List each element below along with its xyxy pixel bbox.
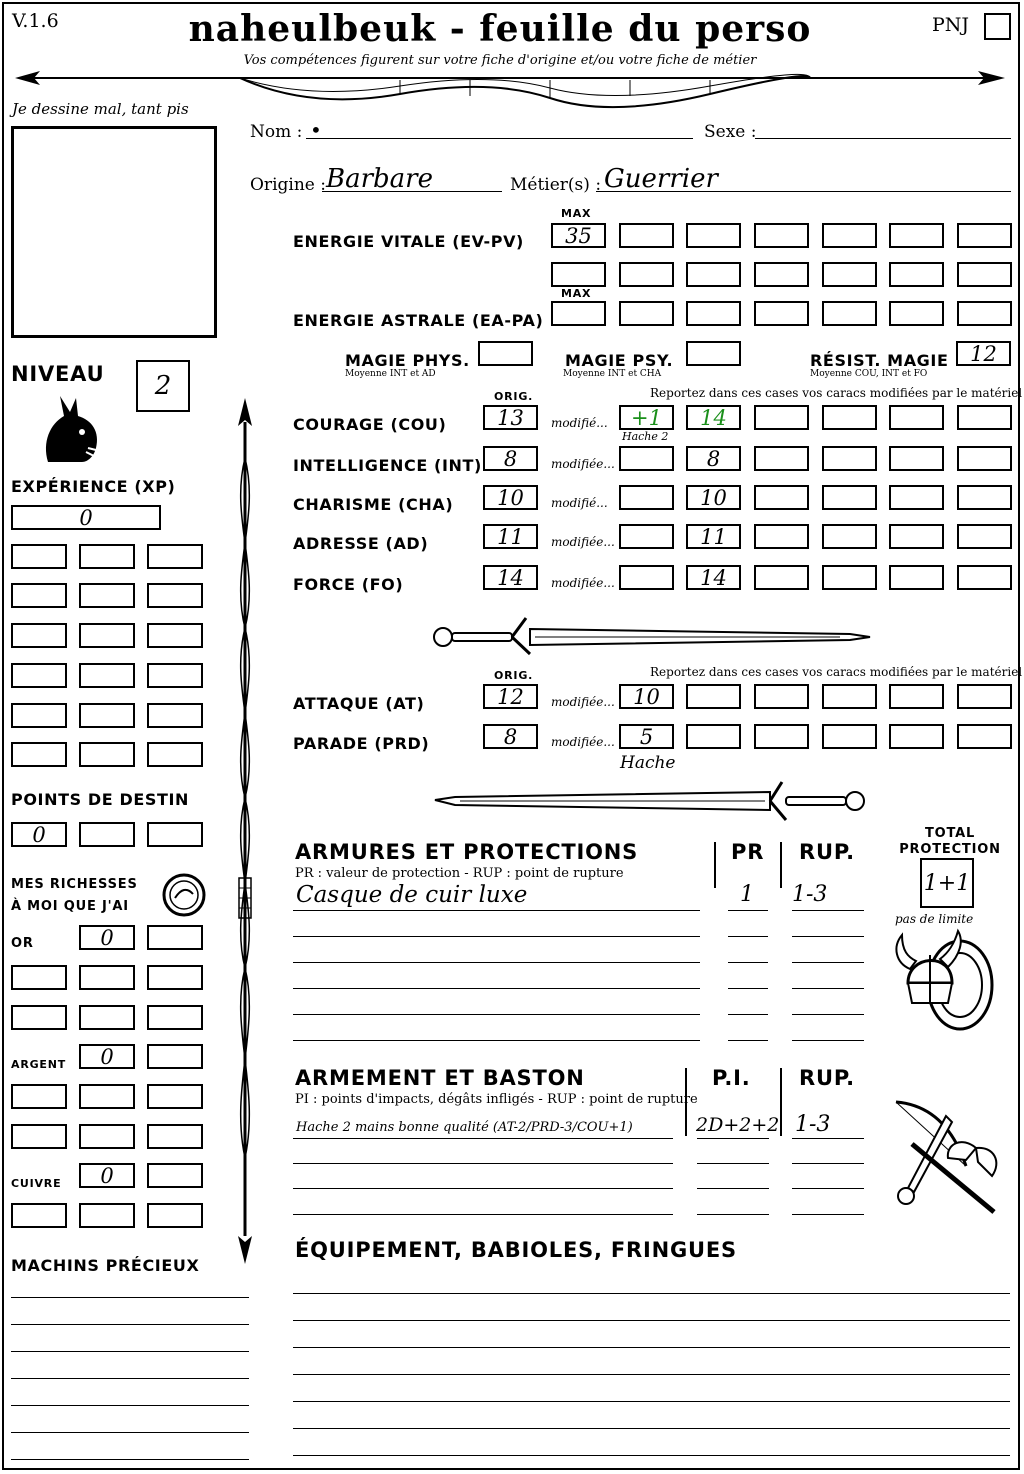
richesses-label-1: MES RICHESSES bbox=[11, 877, 138, 892]
origine-label: Origine : bbox=[250, 175, 326, 195]
armure-pr-line[interactable] bbox=[728, 1014, 768, 1015]
ev-max-box[interactable]: 35 bbox=[551, 223, 606, 248]
or-box[interactable] bbox=[79, 965, 135, 990]
xp-box[interactable] bbox=[147, 663, 203, 688]
equipement-line[interactable] bbox=[293, 1374, 1010, 1375]
sexe-label: Sexe : bbox=[704, 122, 757, 142]
carac-modif-label: modifiée... bbox=[551, 535, 615, 549]
xp-box[interactable] bbox=[147, 583, 203, 608]
ev-box[interactable] bbox=[754, 262, 809, 287]
armure-rup-line[interactable] bbox=[792, 910, 864, 911]
armures-pr-label: PR bbox=[731, 840, 765, 864]
resist-magie-label: RÉSIST. MAGIE bbox=[810, 351, 949, 370]
ea-box[interactable] bbox=[957, 301, 1012, 326]
total-protection-label-2: PROTECTION bbox=[899, 842, 1001, 857]
or-box[interactable]: 0 bbox=[79, 925, 135, 950]
carac-annotation: Hache 2 bbox=[622, 430, 669, 443]
xp-box[interactable] bbox=[11, 742, 67, 767]
armure-name-line[interactable] bbox=[293, 988, 700, 989]
carac-modif-box[interactable]: 14 bbox=[686, 565, 741, 590]
carac-modif-label: modifiée... bbox=[551, 457, 615, 471]
sword-top-icon bbox=[430, 612, 875, 658]
combat-modif-box[interactable] bbox=[957, 684, 1012, 709]
total-protection-note: pas de limite bbox=[895, 912, 974, 926]
xp-box[interactable] bbox=[11, 663, 67, 688]
carac-modif-box[interactable] bbox=[957, 446, 1012, 471]
combat-orig-box[interactable]: 8 bbox=[483, 724, 538, 749]
ev-box[interactable] bbox=[754, 223, 809, 248]
precieux-line[interactable] bbox=[11, 1432, 249, 1433]
carac-modif-box[interactable] bbox=[619, 446, 674, 471]
magie-psy-sub: Moyenne INT et CHA bbox=[563, 369, 662, 379]
arme-name-line[interactable] bbox=[293, 1138, 673, 1139]
ev-box[interactable] bbox=[619, 223, 674, 248]
carac-modif-box[interactable] bbox=[822, 405, 877, 430]
xp-box[interactable]: 0 bbox=[11, 505, 161, 530]
combat-label: ATTAQUE (AT) bbox=[293, 694, 425, 713]
combat-modif-box[interactable]: 5 bbox=[619, 724, 674, 749]
armure-name-line[interactable] bbox=[293, 936, 700, 937]
carac-modif-box[interactable] bbox=[754, 565, 809, 590]
argent-box[interactable] bbox=[11, 1084, 67, 1109]
total-protection-box[interactable]: 1+1 bbox=[920, 858, 974, 908]
coin-icon bbox=[161, 872, 207, 918]
armement-title: ARMEMENT ET BASTON bbox=[295, 1066, 585, 1090]
armure-rup-line[interactable] bbox=[792, 1040, 864, 1041]
resist-magie-box[interactable]: 12 bbox=[956, 341, 1011, 366]
metier-label: Métier(s) : bbox=[510, 175, 602, 195]
magie-phys-box[interactable] bbox=[478, 341, 533, 366]
equipement-title: ÉQUIPEMENT, BABIOLES, FRINGUES bbox=[295, 1238, 737, 1262]
carac-modif-box[interactable] bbox=[619, 565, 674, 590]
armure-rup-line[interactable] bbox=[792, 988, 864, 989]
carac-modif-box[interactable] bbox=[889, 524, 944, 549]
precieux-line[interactable] bbox=[11, 1378, 249, 1379]
magie-psy-box[interactable] bbox=[686, 341, 741, 366]
precieux-line[interactable] bbox=[11, 1459, 249, 1460]
origine-line bbox=[322, 191, 502, 192]
xp-box[interactable] bbox=[79, 742, 135, 767]
xp-box[interactable] bbox=[147, 623, 203, 648]
armure-name-line[interactable] bbox=[293, 910, 700, 911]
arme-rup-line[interactable] bbox=[792, 1163, 864, 1164]
armures-sub: PR : valeur de protection - RUP : point de rupture bbox=[295, 866, 624, 881]
ev-box[interactable] bbox=[957, 223, 1012, 248]
xp-box[interactable] bbox=[79, 703, 135, 728]
arme-rup-line[interactable] bbox=[792, 1138, 864, 1139]
combat-modif-box[interactable]: 10 bbox=[619, 684, 674, 709]
xp-box[interactable] bbox=[79, 623, 135, 648]
ev-box[interactable] bbox=[957, 262, 1012, 287]
carac-modif-box[interactable] bbox=[889, 405, 944, 430]
xp-box[interactable] bbox=[11, 583, 67, 608]
combat-modif-box[interactable] bbox=[822, 684, 877, 709]
carac-modif-box[interactable]: 10 bbox=[686, 485, 741, 510]
carac-modif-box[interactable] bbox=[889, 485, 944, 510]
xp-label: EXPÉRIENCE (XP) bbox=[11, 477, 176, 496]
carac-modif-box[interactable] bbox=[754, 446, 809, 471]
ea-box[interactable] bbox=[889, 301, 944, 326]
cuivre-box[interactable] bbox=[79, 1203, 135, 1228]
origine-value[interactable]: Barbare bbox=[326, 164, 433, 194]
destin-box-3[interactable] bbox=[147, 822, 203, 847]
xp-box[interactable] bbox=[79, 544, 135, 569]
armures-title: ARMURES ET PROTECTIONS bbox=[295, 840, 639, 864]
armure-name-line[interactable] bbox=[293, 962, 700, 963]
precieux-line[interactable] bbox=[11, 1405, 249, 1406]
xp-box[interactable] bbox=[11, 544, 67, 569]
carac-modif-box[interactable] bbox=[754, 485, 809, 510]
carac-modif-box[interactable] bbox=[889, 446, 944, 471]
armure-pr-line[interactable] bbox=[728, 988, 768, 989]
version-label: V.1.6 bbox=[12, 10, 59, 32]
sexe-line bbox=[755, 138, 1011, 139]
arme-rup-line[interactable] bbox=[792, 1188, 864, 1189]
combat-modif-box[interactable] bbox=[889, 724, 944, 749]
weapons-icon bbox=[886, 1096, 1004, 1216]
armures-divider-2 bbox=[780, 842, 782, 888]
ea-box[interactable] bbox=[686, 301, 741, 326]
armure-rup-line[interactable] bbox=[792, 962, 864, 963]
ev-box[interactable] bbox=[686, 223, 741, 248]
metier-value[interactable]: Guerrier bbox=[604, 164, 718, 194]
carac-label: COURAGE (COU) bbox=[293, 415, 447, 434]
or-box[interactable] bbox=[147, 965, 203, 990]
equipement-line[interactable] bbox=[293, 1455, 1010, 1456]
ev-max-label: MAX bbox=[561, 207, 592, 220]
carac-modif-box[interactable] bbox=[957, 524, 1012, 549]
or-box[interactable] bbox=[11, 1005, 67, 1030]
carac-modif-box[interactable]: 8 bbox=[686, 446, 741, 471]
arme-item-rup[interactable]: 1-3 bbox=[795, 1112, 831, 1137]
portrait-caption: Je dessine mal, tant pis bbox=[12, 100, 189, 118]
combat-modif-box[interactable] bbox=[754, 684, 809, 709]
nom-line bbox=[306, 138, 693, 139]
caracs-report-note: Reportez dans ces cases vos caracs modifiées par le matériel bbox=[650, 386, 1023, 400]
arme-pi-line[interactable] bbox=[697, 1188, 769, 1189]
or-box[interactable] bbox=[79, 1005, 135, 1030]
argent-label: ARGENT bbox=[11, 1058, 67, 1071]
nom-label: Nom : bbox=[250, 122, 303, 142]
richesses-label-2: À MOI QUE J'AI bbox=[11, 899, 129, 914]
ev-label: ENERGIE VITALE (EV-PV) bbox=[293, 232, 524, 251]
precieux-line[interactable] bbox=[11, 1324, 249, 1325]
nom-value[interactable]: • bbox=[310, 118, 322, 142]
ea-max-label: MAX bbox=[561, 287, 592, 300]
cuivre-box[interactable] bbox=[147, 1203, 203, 1228]
carac-modif-box[interactable] bbox=[889, 565, 944, 590]
arme-item-pi[interactable]: 2D+2+2 bbox=[696, 1114, 780, 1136]
carac-modif-box[interactable] bbox=[822, 446, 877, 471]
dragon-icon bbox=[38, 392, 106, 464]
combat-modif-box[interactable] bbox=[686, 724, 741, 749]
xp-box[interactable] bbox=[147, 703, 203, 728]
precieux-line[interactable] bbox=[11, 1351, 249, 1352]
armure-pr-line[interactable] bbox=[728, 962, 768, 963]
xp-box[interactable] bbox=[147, 544, 203, 569]
carac-modif-box[interactable] bbox=[957, 565, 1012, 590]
carac-orig-box[interactable]: 8 bbox=[483, 446, 538, 471]
precieux-label: MACHINS PRÉCIEUX bbox=[11, 1256, 200, 1275]
carac-modif-box[interactable] bbox=[957, 405, 1012, 430]
niveau-box[interactable]: 2 bbox=[136, 360, 190, 412]
carac-modif-box[interactable] bbox=[754, 524, 809, 549]
combat-modif-box[interactable] bbox=[957, 724, 1012, 749]
equipement-line[interactable] bbox=[293, 1320, 1010, 1321]
armement-rup-label: RUP. bbox=[799, 1066, 855, 1090]
helmet-shield-icon bbox=[888, 925, 1000, 1035]
xp-box[interactable] bbox=[79, 583, 135, 608]
arme-item-name[interactable]: Hache 2 mains bonne qualité (AT-2/PRD-3/COU+1) bbox=[296, 1120, 633, 1135]
cuivre-box[interactable]: 0 bbox=[79, 1163, 135, 1188]
argent-box[interactable] bbox=[79, 1124, 135, 1149]
magie-psy-label: MAGIE PSY. bbox=[565, 351, 674, 370]
destin-box-1[interactable]: 0 bbox=[11, 822, 67, 847]
portrait-box[interactable] bbox=[11, 126, 217, 338]
combat-modif-box[interactable] bbox=[754, 724, 809, 749]
xp-box[interactable] bbox=[11, 703, 67, 728]
pnj-checkbox[interactable] bbox=[984, 13, 1011, 40]
argent-box[interactable] bbox=[11, 1124, 67, 1149]
ev-box[interactable] bbox=[619, 262, 674, 287]
armure-name-line[interactable] bbox=[293, 1040, 700, 1041]
equipement-line[interactable] bbox=[293, 1428, 1010, 1429]
carac-label: INTELLIGENCE (INT) bbox=[293, 456, 482, 475]
xp-box[interactable] bbox=[79, 663, 135, 688]
armement-sub: PI : points d'impacts, dégâts infligés - RUP : point de rupture bbox=[295, 1092, 698, 1107]
carac-modif-label: modifié... bbox=[551, 496, 608, 510]
argent-box[interactable] bbox=[147, 1084, 203, 1109]
argent-box[interactable] bbox=[147, 1124, 203, 1149]
carac-modif-box[interactable]: 14 bbox=[686, 405, 741, 430]
cuivre-box-2[interactable] bbox=[147, 1163, 203, 1188]
destin-label: POINTS DE DESTIN bbox=[11, 790, 190, 809]
metier-line bbox=[596, 191, 1011, 192]
arme-pi-line[interactable] bbox=[697, 1214, 769, 1215]
ev-box[interactable] bbox=[822, 223, 877, 248]
armure-item-rup[interactable]: 1-3 bbox=[792, 882, 828, 907]
argent-box[interactable]: 0 bbox=[79, 1044, 135, 1069]
armement-divider-1 bbox=[685, 1068, 687, 1136]
carac-modif-box[interactable]: +1 bbox=[619, 405, 674, 430]
carac-modif-box[interactable] bbox=[754, 405, 809, 430]
combat-report-note: Reportez dans ces cases vos caracs modifiées par le matériel bbox=[650, 665, 1023, 679]
cuivre-label: CUIVRE bbox=[11, 1177, 62, 1190]
sword-bottom-icon bbox=[430, 778, 875, 824]
argent-box-2[interactable] bbox=[147, 1044, 203, 1069]
niveau-label: NIVEAU bbox=[11, 362, 105, 386]
carac-orig-box[interactable]: 14 bbox=[483, 565, 538, 590]
or-label: OR bbox=[11, 936, 34, 951]
carac-modif-box[interactable] bbox=[619, 485, 674, 510]
magie-phys-label: MAGIE PHYS. bbox=[345, 351, 470, 370]
combat-modif-box[interactable] bbox=[889, 684, 944, 709]
pnj-label: PNJ bbox=[932, 14, 970, 36]
armure-item-name[interactable]: Casque de cuir luxe bbox=[296, 882, 528, 908]
xp-box[interactable] bbox=[147, 742, 203, 767]
or-box-2[interactable] bbox=[147, 925, 203, 950]
equipement-line[interactable] bbox=[293, 1293, 1010, 1294]
carac-orig-box[interactable]: 13 bbox=[483, 405, 538, 430]
arme-name-line[interactable] bbox=[293, 1188, 673, 1189]
combat-modif-box[interactable] bbox=[822, 724, 877, 749]
ea-box[interactable] bbox=[822, 301, 877, 326]
ev-box[interactable] bbox=[822, 262, 877, 287]
armures-divider-1 bbox=[714, 842, 716, 888]
carac-label: ADRESSE (AD) bbox=[293, 534, 429, 553]
carac-modif-label: modifiée... bbox=[551, 576, 615, 590]
precieux-line[interactable] bbox=[11, 1297, 249, 1298]
arme-pi-line[interactable] bbox=[697, 1163, 769, 1164]
carac-modif-box[interactable]: 11 bbox=[686, 524, 741, 549]
armure-pr-line[interactable] bbox=[728, 910, 768, 911]
combat-modif-label: modifiée... bbox=[551, 735, 615, 749]
argent-box[interactable] bbox=[79, 1084, 135, 1109]
armement-pi-label: P.I. bbox=[712, 1066, 751, 1090]
or-box[interactable] bbox=[147, 1005, 203, 1030]
arme-pi-line[interactable] bbox=[697, 1138, 769, 1139]
arme-name-line[interactable] bbox=[293, 1163, 673, 1164]
xp-box[interactable] bbox=[11, 623, 67, 648]
arme-name-line[interactable] bbox=[293, 1214, 673, 1215]
or-box[interactable] bbox=[11, 965, 67, 990]
carac-modif-box[interactable] bbox=[822, 565, 877, 590]
carac-modif-box[interactable] bbox=[822, 524, 877, 549]
vertical-spear-icon bbox=[228, 398, 262, 1264]
magie-phys-sub: Moyenne INT et AD bbox=[345, 369, 436, 379]
ea-box[interactable] bbox=[619, 301, 674, 326]
armures-rup-label: RUP. bbox=[799, 840, 855, 864]
combat-orig-label: ORIG. bbox=[494, 669, 534, 682]
carac-modif-box[interactable] bbox=[822, 485, 877, 510]
armure-item-pr[interactable]: 1 bbox=[740, 882, 754, 907]
ev-box[interactable] bbox=[889, 223, 944, 248]
total-protection-label-1: TOTAL bbox=[924, 826, 976, 841]
equipement-line[interactable] bbox=[293, 1401, 1010, 1402]
combat-modif-box[interactable] bbox=[686, 684, 741, 709]
combat-label: PARADE (PRD) bbox=[293, 734, 430, 753]
carac-orig-box[interactable]: 11 bbox=[483, 524, 538, 549]
armure-rup-line[interactable] bbox=[792, 936, 864, 937]
armure-pr-line[interactable] bbox=[728, 936, 768, 937]
armure-name-line[interactable] bbox=[293, 1014, 700, 1015]
arme-rup-line[interactable] bbox=[792, 1214, 864, 1215]
equipement-line[interactable] bbox=[293, 1347, 1010, 1348]
ea-max-box[interactable] bbox=[551, 301, 606, 326]
destin-box-2[interactable] bbox=[79, 822, 135, 847]
combat-orig-box[interactable]: 12 bbox=[483, 684, 538, 709]
ev-box[interactable] bbox=[889, 262, 944, 287]
armure-pr-line[interactable] bbox=[728, 1040, 768, 1041]
page-subtitle: Vos compétences figurent sur votre fiche d'origine et/ou votre fiche de métier bbox=[243, 53, 757, 68]
carac-modif-box[interactable] bbox=[957, 485, 1012, 510]
ea-label: ENERGIE ASTRALE (EA-PA) bbox=[293, 311, 544, 330]
ev-box[interactable] bbox=[686, 262, 741, 287]
carac-label: FORCE (FO) bbox=[293, 575, 404, 594]
armure-rup-line[interactable] bbox=[792, 1014, 864, 1015]
carac-modif-label: modifié... bbox=[551, 416, 608, 430]
carac-orig-box[interactable]: 10 bbox=[483, 485, 538, 510]
ev-box[interactable] bbox=[551, 262, 606, 287]
carac-modif-box[interactable] bbox=[619, 524, 674, 549]
caracs-orig-label: ORIG. bbox=[494, 390, 534, 403]
carac-label: CHARISME (CHA) bbox=[293, 495, 454, 514]
cuivre-box[interactable] bbox=[11, 1203, 67, 1228]
resist-magie-sub: Moyenne COU, INT et FO bbox=[810, 369, 928, 379]
parade-annotation: Hache bbox=[620, 753, 676, 773]
ea-box[interactable] bbox=[754, 301, 809, 326]
page-title: naheulbeuk - feuille du perso bbox=[188, 8, 812, 50]
combat-modif-label: modifiée... bbox=[551, 695, 615, 709]
